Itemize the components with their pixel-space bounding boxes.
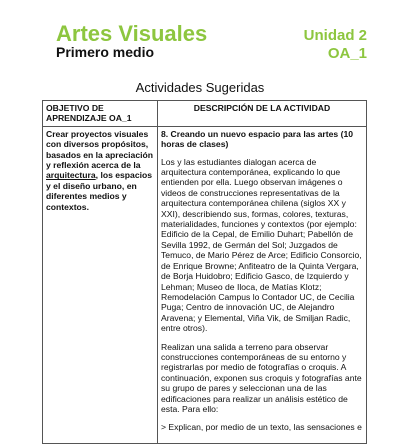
description-column-header: DESCRIPCIÓN DE LA ACTIVIDAD <box>158 101 367 127</box>
objective-column-header: OBJETIVO DE APRENDIZAJE OA_1 <box>43 101 158 127</box>
description-cell <box>158 126 367 443</box>
objective-text-end: , los espacios y el diseño urbano, en diferentes medios y contextos. <box>46 170 153 212</box>
subject-title: Artes Visuales <box>56 21 208 46</box>
table-row <box>43 126 367 443</box>
objective-cell <box>43 126 158 443</box>
table-header-row <box>43 101 367 127</box>
grade-subtitle: Primero medio <box>56 44 155 60</box>
section-title: Actividades Sugeridas <box>135 80 265 95</box>
activity-paragraph-2: Realizan una salida a terreno para observar construcciones contemporáneas de su entorno y registrarlas por medio de fotografías o croquis. A continuación, exponen sus croquis y fotografías ante su grupo de pares y seleccionan una de las edificaciones para realizar un análisis estético de esta. Para ello: <box>161 341 362 414</box>
activities-table <box>42 100 367 444</box>
unit-number: Unidad 2 <box>303 27 367 44</box>
arquitectura-term: arquitectura <box>46 170 96 181</box>
activity-title: 8. Creando un nuevo espacio para las artes (10 horas de clases) <box>161 128 353 150</box>
unit-label <box>304 27 367 63</box>
activity-paragraph-1: Los y las estudiantes dialogan acerca de arquitectura contemporánea, explicando lo que entienden por ella. Luego observan imágenes o videos de construcciones representativas de la arquitectura contemporánea chilena (siglos XX y XXI), describiendo sus, formas, colores, texturas, materialidades, funciones y contextos (por ejemplo: Edificio de la Cepal, de Emilio Duhart; Pabellón de Sevilla 1992, de Germán del Sol; Juzgados de Temuco, de Mario Pérez de Arce; Edificio Consorcio, de Enrique Browne; Anfiteatro de la Quinta Vergara, de Borja Huidobro; Edificio Gasco, de Izquierdo y Lehman; Museo de Iloca, de Matías Klotz; Remodelación Campus lo Contador UC, de Cecilia Puga; Centro de innovación UC, de Alejandro Aravena; y Elemental, Viña Vik, de Smiljan Radic, entre otros). <box>161 156 362 334</box>
activity-paragraph-3: > Explican, por medio de un texto, las sensaciones e <box>161 422 362 433</box>
objective-text-start: Crear proyectos visuales con diversos propósitos, basados en la apreciación y reflexión acerca de la <box>46 128 153 171</box>
objective-code: OA_1 <box>327 45 367 62</box>
